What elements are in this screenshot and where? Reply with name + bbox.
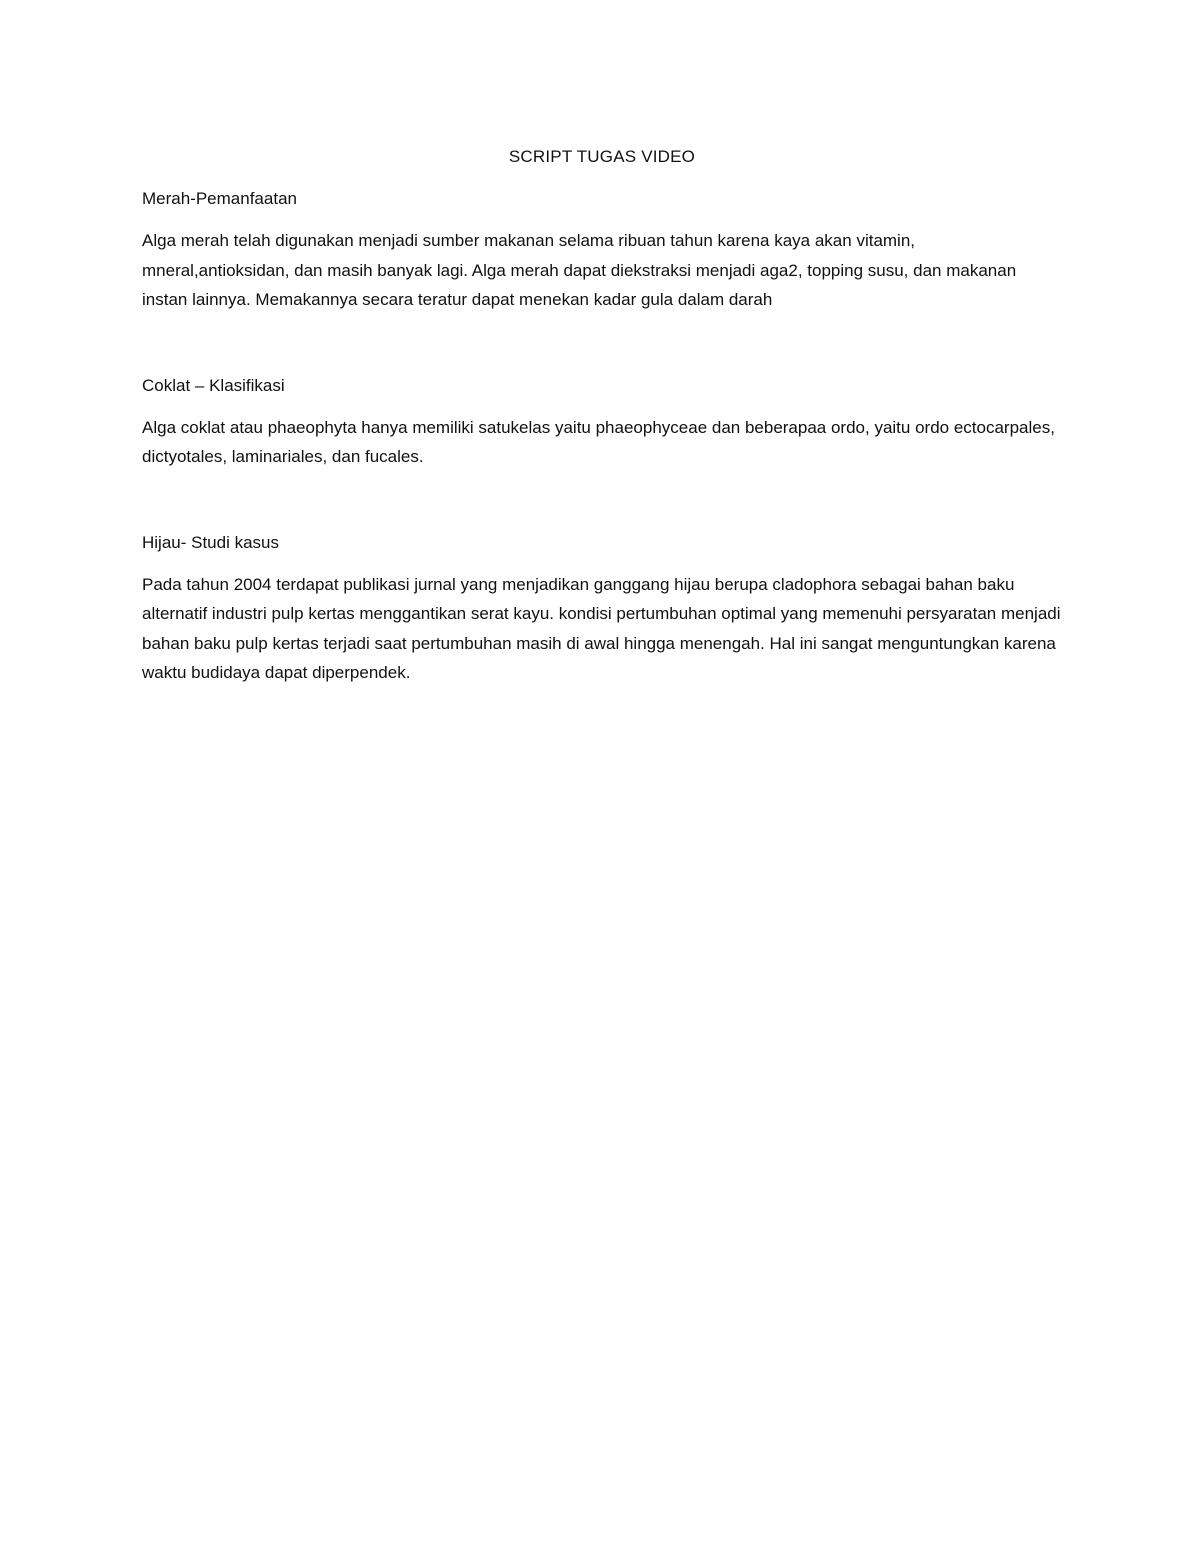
document-title: SCRIPT TUGAS VIDEO [508,147,696,166]
section-merah [142,184,1062,315]
section-heading-merah: Merah-Pemanfaatan [142,189,297,208]
section-heading-hijau: Hijau- Studi kasus [142,532,280,552]
section-coklat [142,371,1062,472]
section-body-merah: Alga merah telah digunakan menjadi sumber makanan selama ribuan tahun karena kaya akan vitamin, mneral,antioksidan, dan masih banyak lagi. Alga merah dapat diekstraksi menjadi aga2, topping susu, dan makanan instan lainnya. Memakannya secara teratur dapat menekan kadar gula dalam darah [142,231,1017,309]
section-heading-coklat: Coklat – Klasifikasi [142,375,285,395]
section-body-hijau: Pada tahun 2004 terdapat publikasi jurnal yang menjadikan ganggang hijau berupa cladophora sebagai bahan baku alternatif industri pulp kertas menggantikan serat kayu. kondisi pertumbuhan optimal yang memenuhi persyaratan menjadi bahan baku pulp kertas terjadi saat pertumbuhan masih di awal hingga menengah. Hal ini sangat menguntungkan karena waktu budidaya dapat diperpendek. [142,574,1061,682]
document-content [142,142,1062,688]
section-hijau [142,528,1062,688]
section-body-coklat: Alga coklat atau phaeophyta hanya memiliki satukelas yaitu phaeophyceae dan beberapaa ordo, yaitu ordo ectocarpales, dictyotales, laminariales, dan fucales. [142,417,1055,466]
